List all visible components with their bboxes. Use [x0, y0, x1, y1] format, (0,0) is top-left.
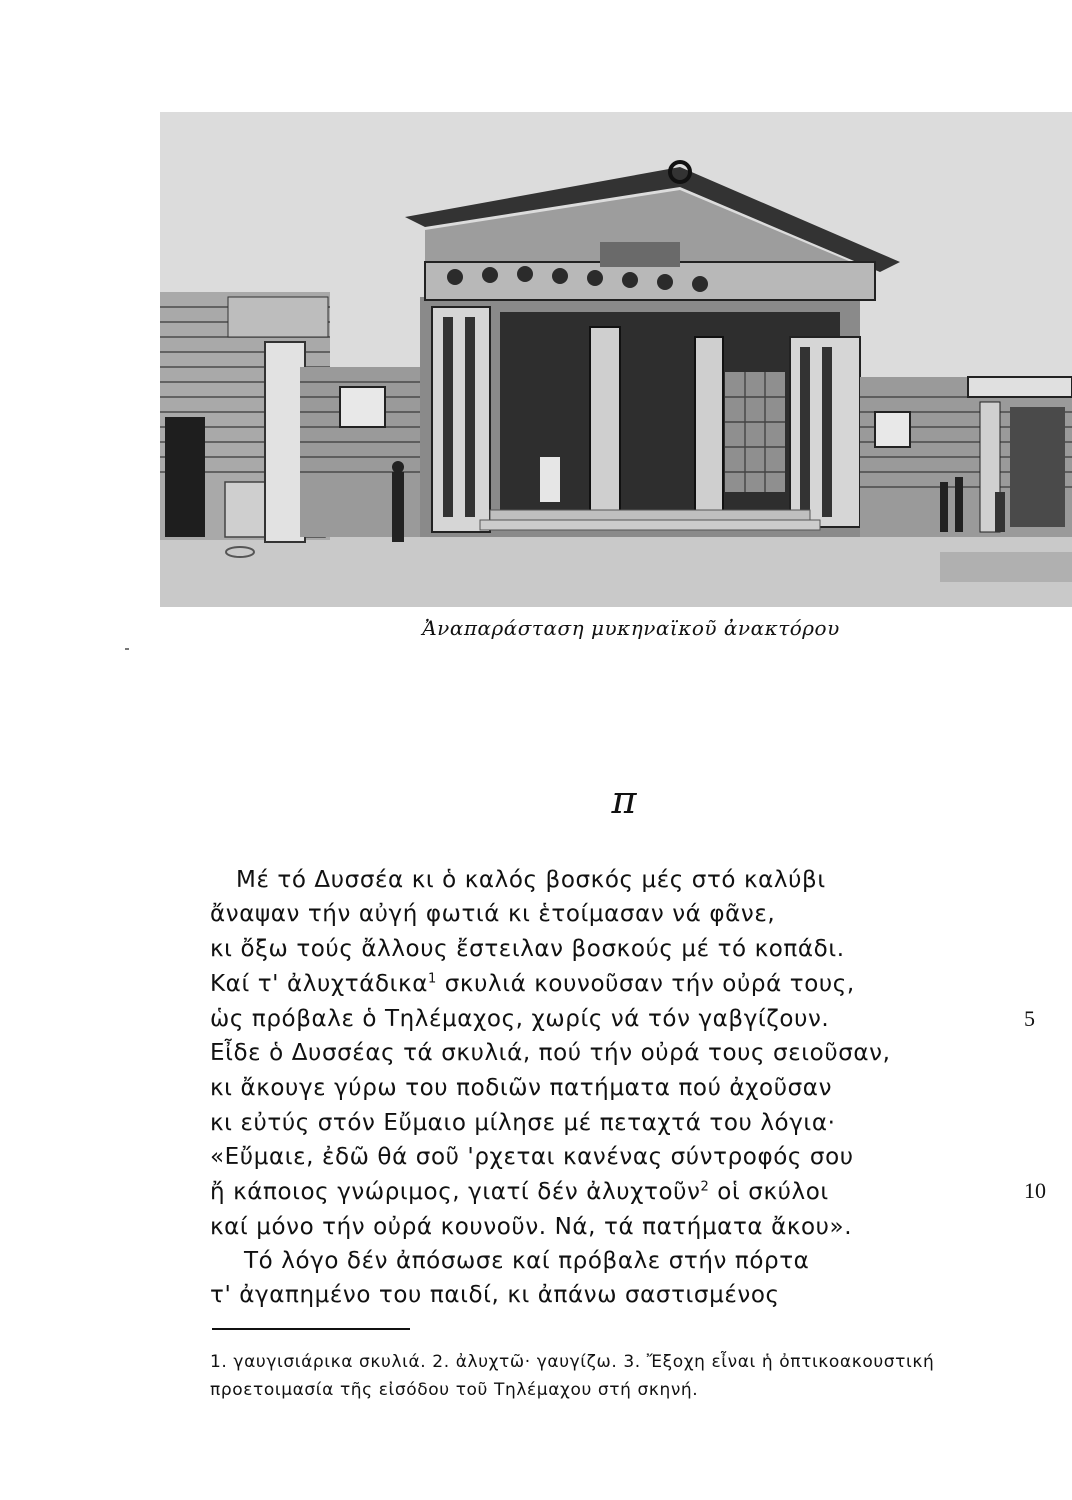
footnote-mark: 1 [427, 971, 437, 987]
footnotes [210, 1348, 1050, 1404]
footnote-line: 1. γαυγισιάρικα σκυλιά. 2. ἀλυχτῶ· γαυγίζω. 3. Ἔξοχη εἶναι ἡ ὀπτικοακουστική [210, 1352, 935, 1372]
poem-line: Εἶδε ὁ Δυσσέας τά σκυλιά, πού τήν οὐρά τους σειοῦσαν, [210, 1040, 891, 1066]
book-letter: π [611, 778, 637, 822]
poem-line: κι εὐτύς στόν Εὔμαιο μίλησε μέ πεταχτά του λόγια· [210, 1110, 836, 1136]
poem-line: ἤ κάποιος γνώριμος, γιατί δέν ἀλυχτοῦν$^2$ οἱ σκύλοι [210, 1179, 829, 1205]
poem-line: Καί τ' ἀλυχτάδικα$^1$ σκυλιά κουνοῦσαν τήν οὐρά τους, [210, 971, 855, 997]
palace-illustration [160, 112, 1072, 607]
print-speck [125, 648, 129, 650]
footnote-line: προετοιμασία τῆς εἰσόδου τοῦ Τηλέμαχου στή σκηνή. [210, 1380, 699, 1400]
mycenaean-palace-illustration-icon [160, 112, 1072, 607]
line-number: 10 [1024, 1178, 1046, 1203]
figure-caption: Ἀναπαράσταση μυκηναϊκοῦ ἀνακτόρου [422, 616, 840, 640]
footnote-divider [212, 1328, 410, 1330]
poem-line: ὡς πρόβαλε ὁ Τηλέμαχος, χωρίς νά τόν γαβγίζουν. [210, 1006, 830, 1032]
poem-line: κι ἄκουγε γύρω του ποδιῶν πατήματα πού ἀχοῦσαν [210, 1075, 833, 1101]
poem-line: Τό λόγο δέν ἀπόσωσε καί πρόβαλε στήν πόρτα [244, 1248, 810, 1274]
poem-line: τ' ἀγαπημένο του παιδί, κι ἀπάνω σαστισμένος [210, 1282, 780, 1308]
footnote-mark: 2 [700, 1179, 710, 1195]
poem-line: «Εὔμαιε, ἐδῶ θά σοῦ 'ρχεται κανένας σύντροφός σου [210, 1144, 854, 1170]
poem-line: κι ὄξω τούς ἄλλους ἔστειλαν βοσκούς μέ τό κοπάδι. [210, 936, 845, 962]
poem-line: καί μόνο τήν οὐρά κουνοῦν. Νά, τά πατήματα ἄκου». [210, 1214, 853, 1240]
poem-line: ἄναψαν τήν αὐγή φωτιά κι ἑτοίμασαν νά φᾶνε, [210, 901, 776, 927]
line-number: 5 [1024, 1006, 1035, 1031]
poem-line: Μέ τό Δυσσέα κι ὁ καλός βοσκός μές στό καλύβι [236, 867, 826, 893]
